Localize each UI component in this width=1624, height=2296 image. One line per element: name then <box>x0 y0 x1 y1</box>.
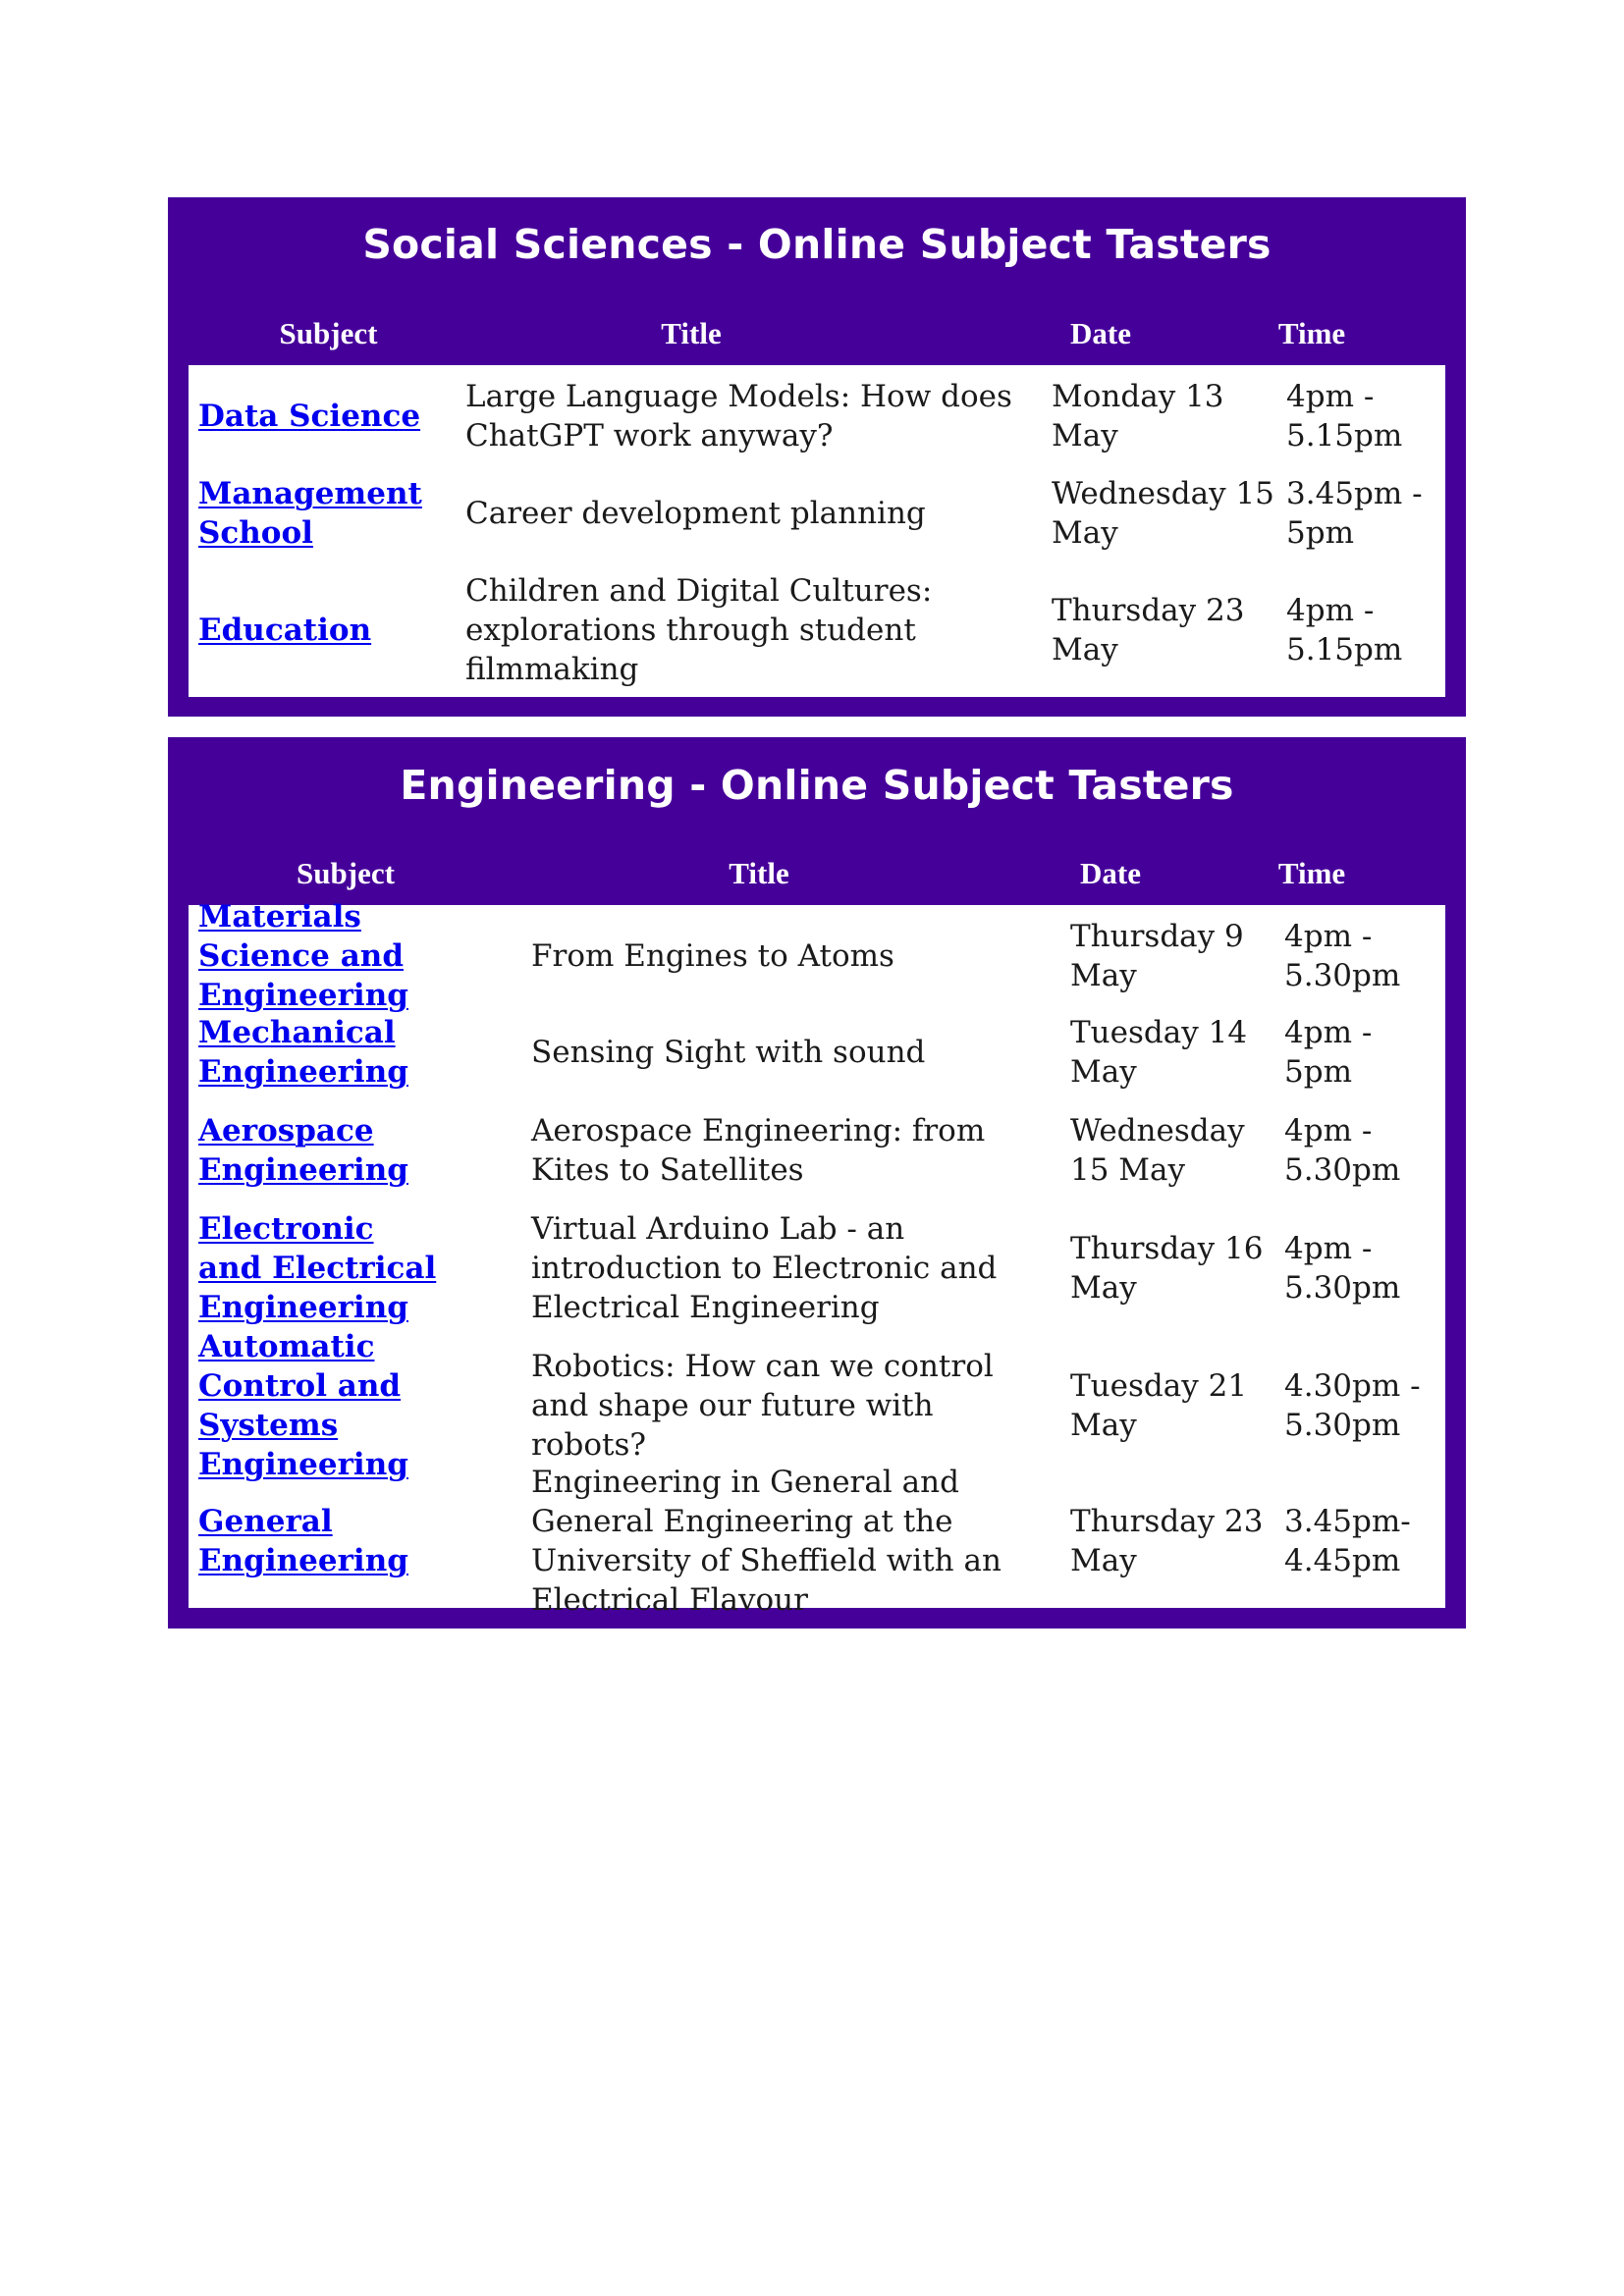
engineering-table <box>189 899 1445 1618</box>
session-date: Thursday 9 May <box>1070 919 1244 993</box>
column-header-subject: Subject <box>297 856 395 890</box>
session-time: 4pm - 5.30pm <box>1284 1231 1401 1306</box>
session-date: Thursday 16 May <box>1070 1231 1264 1306</box>
subject-link-data-science[interactable]: Data Science <box>198 399 421 434</box>
session-date: Wednesday 15 May <box>1070 1113 1245 1188</box>
session-title: Aerospace Engineering: from Kites to Satellites <box>531 1113 986 1188</box>
table-row <box>189 1200 1445 1337</box>
column-header-time: Time <box>1277 316 1346 350</box>
session-date: Wednesday 15 May <box>1052 476 1274 551</box>
table-row <box>189 463 1445 563</box>
subject-link-education[interactable]: Education <box>198 613 372 648</box>
session-date: Monday 13 May <box>1052 379 1224 454</box>
panel-title: Social Sciences - Online Subject Tasters <box>362 221 1272 268</box>
session-date: Thursday 23 May <box>1052 593 1245 667</box>
table-row <box>189 563 1445 697</box>
column-header-date: Date <box>1070 316 1131 350</box>
subject-link-aerospace-engineering[interactable]: Aerospace Engineering <box>198 1113 408 1188</box>
session-time: 4pm - 5.30pm <box>1284 919 1401 993</box>
subject-link-general-engineering[interactable]: General Engineering <box>198 1504 408 1578</box>
social-sciences-panel <box>168 197 1466 717</box>
column-header-date: Date <box>1080 856 1141 890</box>
session-title: Virtual Arduino Lab - an introduction to Electronic and Electrical Engineering <box>531 1211 998 1325</box>
session-time: 4.30pm - 5.30pm <box>1284 1368 1421 1443</box>
column-header-time: Time <box>1277 856 1346 890</box>
column-header-subject: Subject <box>279 316 378 350</box>
session-time: 3.45pm - 5pm <box>1286 476 1423 551</box>
table-row <box>189 1465 1445 1618</box>
session-date: Tuesday 14 May <box>1070 1015 1248 1090</box>
column-header-title: Title <box>661 316 722 350</box>
session-time: 3.45pm- 4.45pm <box>1284 1504 1411 1578</box>
session-time: 4pm - 5.15pm <box>1286 593 1403 667</box>
session-title: Children and Digital Cultures: explorations through student filmmaking <box>465 573 933 687</box>
table-row <box>189 369 1445 463</box>
subject-link-materials-science[interactable]: Materials Science and Engineering <box>198 899 408 1013</box>
session-time: 4pm - 5.15pm <box>1286 379 1403 454</box>
table-row <box>189 1329 1445 1482</box>
table-row <box>189 899 1445 1013</box>
subject-link-automatic-control[interactable]: Automatic Control and Systems Engineering <box>198 1329 408 1482</box>
session-time: 4pm - 5pm <box>1284 1015 1373 1090</box>
session-date: Thursday 23 May <box>1070 1504 1264 1578</box>
session-title: Robotics: How can we control and shape our future with robots? <box>531 1349 994 1463</box>
column-header-title: Title <box>729 856 789 890</box>
session-title: From Engines to Atoms <box>531 938 894 974</box>
subject-link-management-school[interactable]: Management School <box>198 476 422 551</box>
session-title: Engineering in General and General Engineering at the University of Sheffield with an Electrical Flavour <box>531 1465 1001 1618</box>
subject-link-mechanical-engineering[interactable]: Mechanical Engineering <box>198 1015 408 1090</box>
panel-title: Engineering - Online Subject Tasters <box>400 762 1234 809</box>
session-time: 4pm - 5.30pm <box>1284 1113 1401 1188</box>
engineering-panel <box>168 737 1466 1629</box>
subject-link-electronic-electrical[interactable]: Electronic and Electrical Engineering <box>198 1211 437 1325</box>
session-date: Tuesday 21 May <box>1070 1368 1248 1443</box>
session-title: Sensing Sight with sound <box>531 1035 926 1070</box>
table-row <box>189 1003 1445 1101</box>
session-title: Large Language Models: How does ChatGPT work anyway? <box>465 379 1012 454</box>
table-row <box>189 1101 1445 1200</box>
social-sciences-table <box>189 365 1445 697</box>
session-title: Career development planning <box>465 496 926 531</box>
